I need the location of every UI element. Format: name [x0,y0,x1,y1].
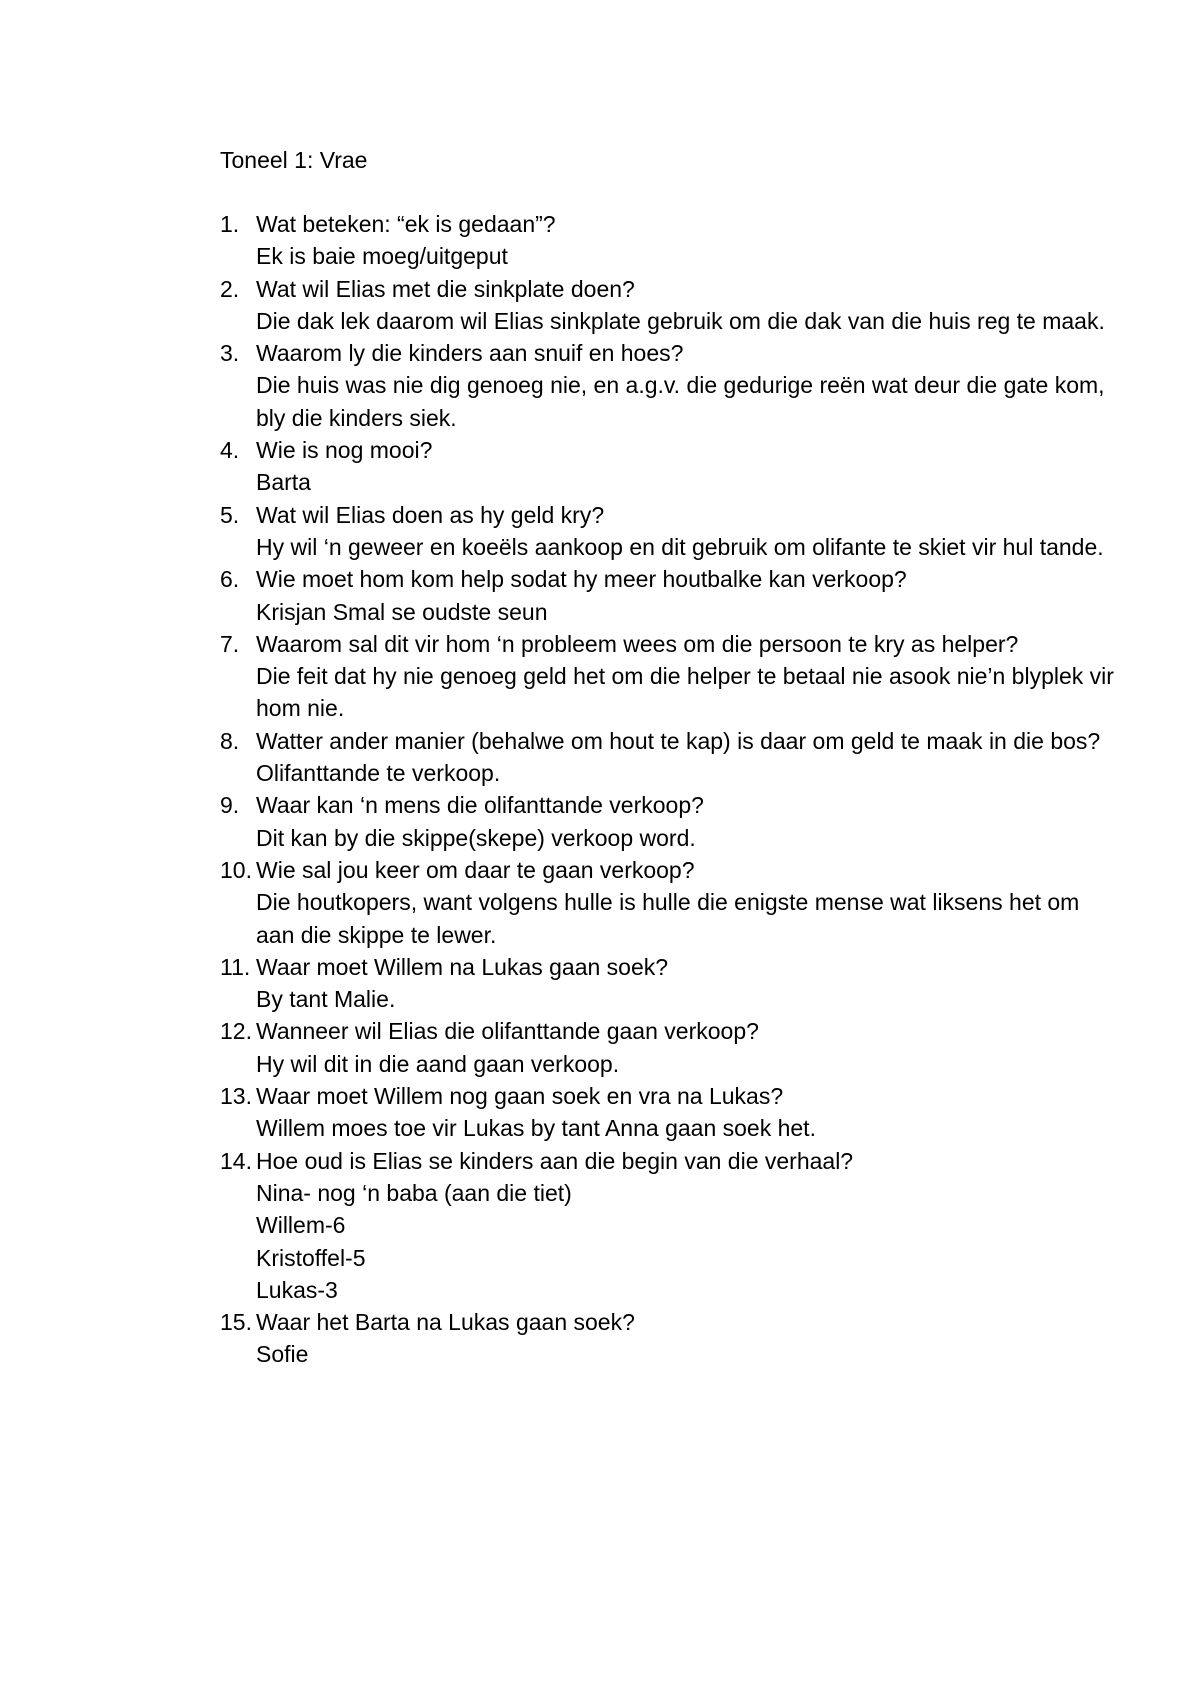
answer-text: Kristoffel-5 [256,1244,366,1271]
answer-text: Barta [256,469,311,496]
question-item [220,1080,1120,1145]
question-number: 2. [220,275,240,302]
answer-text: Die houtkopers, want volgens hulle is hulle die enigste mense wat liksens het om aan die skippe te lewer. [256,889,1080,948]
question-text: Waar het Barta na Lukas gaan soek? [256,1309,635,1336]
question-number: 8. [220,727,240,754]
question-item [220,273,1120,338]
answer-text: Willem-6 [256,1212,346,1239]
answer-text: Willem moes toe vir Lukas by tant Anna gaan soek het. [256,1115,816,1142]
question-text: Wat beteken: “ek is gedaan”? [256,211,556,237]
question-item [220,499,1120,564]
question-number: 6. [220,566,240,593]
question-text: Wat wil Elias met die sinkplate doen? [256,275,635,302]
answer-text: Die huis was nie dig genoeg nie, en a.g.v. die gedurige reën wat deur die gate kom, bly die kinders siek. [256,372,1105,431]
question-number: 7. [220,630,240,657]
answer-text: Die feit dat hy nie genoeg geld het om die helper te betaal nie asook nie’n blyplek vir hom nie. [256,663,1114,722]
question-text: Watter ander manier (behalwe om hout te kap) is daar om geld te maak in die bos? [256,727,1101,754]
question-text: Waarom sal dit vir hom ‘n probleem wees om die persoon te kry as helper? [256,630,1019,657]
question-text: Waar kan ‘n mens die olifanttande verkoop? [256,792,704,819]
question-number: 12. [220,1018,252,1045]
answer-text: Nina- nog ‘n baba (aan die tiet) [256,1179,572,1206]
question-number: 5. [220,501,240,528]
question-item [220,951,1120,1016]
question-number: 3. [220,340,240,367]
answer-text: Krisjan Smal se oudste seun [256,598,548,625]
question-text: Wie moet hom kom help sodat hy meer houtbalke kan verkoop? [256,566,907,593]
question-number: 1. [220,211,240,237]
question-item [220,434,1120,499]
question-item [220,1015,1120,1080]
question-number: 10. [220,856,252,883]
question-item [220,208,1120,273]
answer-text: By tant Malie. [256,986,396,1013]
question-item [220,1145,1120,1306]
question-item [220,628,1120,725]
question-item [220,854,1120,951]
document-title: Toneel 1: Vrae [220,147,368,173]
answer-text: Olifanttande te verkoop. [256,760,501,787]
question-number: 13. [220,1083,252,1110]
question-text: Waarom ly die kinders aan snuif en hoes? [256,340,684,367]
answer-text: Sofie [256,1341,309,1368]
question-item [220,337,1120,434]
question-text: Wat wil Elias doen as hy geld kry? [256,501,605,528]
answer-text: Hy wil ‘n geweer en koeëls aankoop en dit gebruik om olifante te skiet vir hul tande. [256,533,1104,560]
question-number: 15. [220,1309,252,1336]
question-text: Hoe oud is Elias se kinders aan die begin van die verhaal? [256,1147,854,1174]
answer-text: Die dak lek daarom wil Elias sinkplate gebruik om die dak van die huis reg te maak. [256,307,1105,334]
question-text: Wie is nog mooi? [256,437,433,464]
answer-text: Lukas-3 [256,1276,338,1303]
question-item [220,1306,1120,1371]
question-list [220,208,1120,1371]
question-number: 14. [220,1147,252,1174]
answer-text: Dit kan by die skippe(skepe) verkoop word. [256,824,696,851]
question-number: 4. [220,437,240,464]
answer-text: Ek is baie moeg/uitgeput [256,243,508,270]
question-text: Wie sal jou keer om daar te gaan verkoop? [256,856,695,883]
answer-text: Hy wil dit in die aand gaan verkoop. [256,1050,620,1077]
question-item [220,725,1120,790]
question-item [220,789,1120,854]
question-number: 11. [220,953,251,980]
question-text: Waar moet Willem na Lukas gaan soek? [256,953,669,980]
question-item [220,563,1120,628]
question-text: Wanneer wil Elias die olifanttande gaan verkoop? [256,1018,759,1045]
question-number: 9. [220,792,240,819]
question-text: Waar moet Willem nog gaan soek en vra na Lukas? [256,1083,784,1110]
